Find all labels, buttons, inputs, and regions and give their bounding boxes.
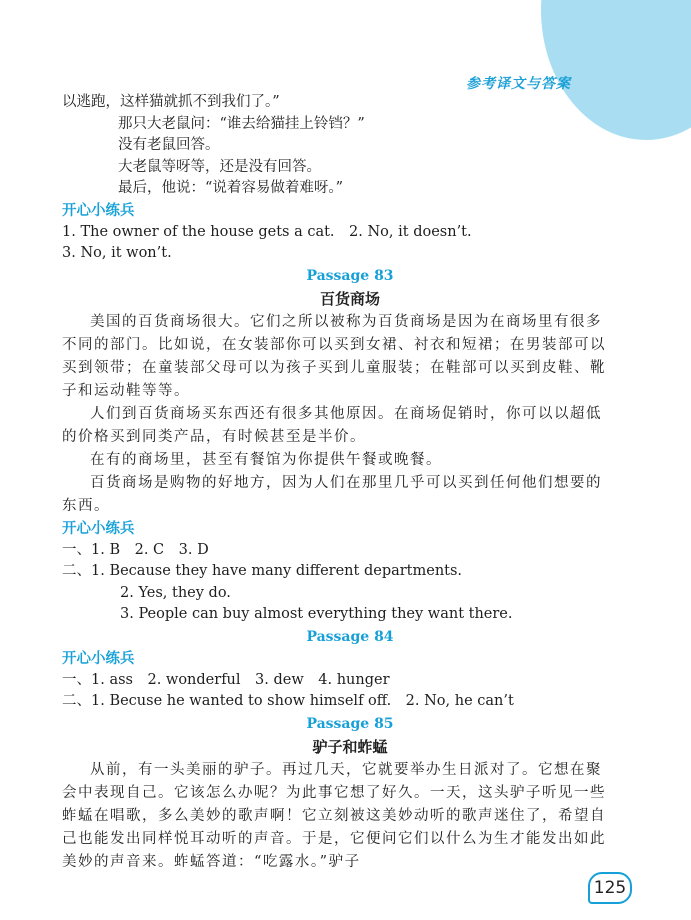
answer-line: 一、1. B 2. C 3. D xyxy=(62,541,209,558)
running-header: 参考译文与答案 xyxy=(466,76,571,92)
answer-line: 3. No, it won’t. xyxy=(62,245,172,261)
passage-heading: Passage 83 xyxy=(306,267,394,284)
page-number: 125 xyxy=(588,872,632,904)
paragraph: 百货商场是购物的好地方，因为人们在那里几乎可以买到任何他们想要的东西。 xyxy=(62,474,602,514)
text-line: 以逃跑，这样猫就抓不到我们了。” xyxy=(62,94,280,110)
paragraph: 美国的百货商场很大。它们之所以被称为百货商场是因为在商场里有很多不同的部门。比如说，在女装部你可以买到女裙、衬衣和短裙；在男装部可以买到领带；在童装部父母可以为孩子买到儿童服装；在鞋部可以买到皮鞋、靴子和运动鞋等等。 xyxy=(62,313,606,399)
answer-line: 二、1. Because they have many different departments. xyxy=(62,563,463,579)
answer-line: 3. People can buy almost everything they want there. xyxy=(120,606,513,622)
section-label: 开心小练兵 xyxy=(62,202,135,219)
section-label: 开心小练兵 xyxy=(62,520,135,537)
passage-title: 驴子和蚱蜢 xyxy=(312,737,388,756)
answer-line: 1. The owner of the house gets a cat. 2. No, it doesn’t. xyxy=(62,223,472,240)
passage-heading: Passage 85 xyxy=(306,715,394,732)
paragraph: 在有的商场里，甚至有餐馆为你提供午餐或晚餐。 xyxy=(90,451,442,468)
text-line: 最后，他说：“说着容易做着难呀。” xyxy=(118,180,344,196)
text-line: 没有老鼠回答。 xyxy=(118,137,220,153)
answer-line: 2. Yes, they do. xyxy=(120,584,231,601)
passage-heading: Passage 84 xyxy=(306,628,394,645)
paragraph: 从前，有一头美丽的驴子。再过几天，它就要举办生日派对了。它想在聚会中表现自己。它该怎么办呢？为此事它想了好久。一天，这头驴子听见一些蚱蜢在唱歌，多么美妙的歌声啊！它立刻被这美妙动听的歌声迷住了，希望自己也能发出同样悦耳动听的声音。于是，它便问它们以什么为生才能发出如此美妙的声音来。蚱蜢答道：“吃露水。”驴子 xyxy=(62,761,606,870)
paragraph: 人们到百货商场买东西还有很多其他原因。在商场促销时，你可以以超低的价格买到同类产品，有时候甚至是半价。 xyxy=(62,405,602,445)
text-line: 那只大老鼠问：“谁去给猫挂上铃铛？” xyxy=(118,115,365,132)
passage-title: 百货商场 xyxy=(319,289,380,308)
answer-line: 一、1. ass 2. wonderful 3. dew 4. hunger xyxy=(62,671,390,688)
page-content xyxy=(62,92,610,874)
text-line: 大老鼠等呀等，还是没有回答。 xyxy=(118,158,321,175)
section-label: 开心小练兵 xyxy=(62,650,135,667)
answer-line: 二、1. Becuse he wanted to show himself off. 2. No, he can’t xyxy=(62,693,514,709)
